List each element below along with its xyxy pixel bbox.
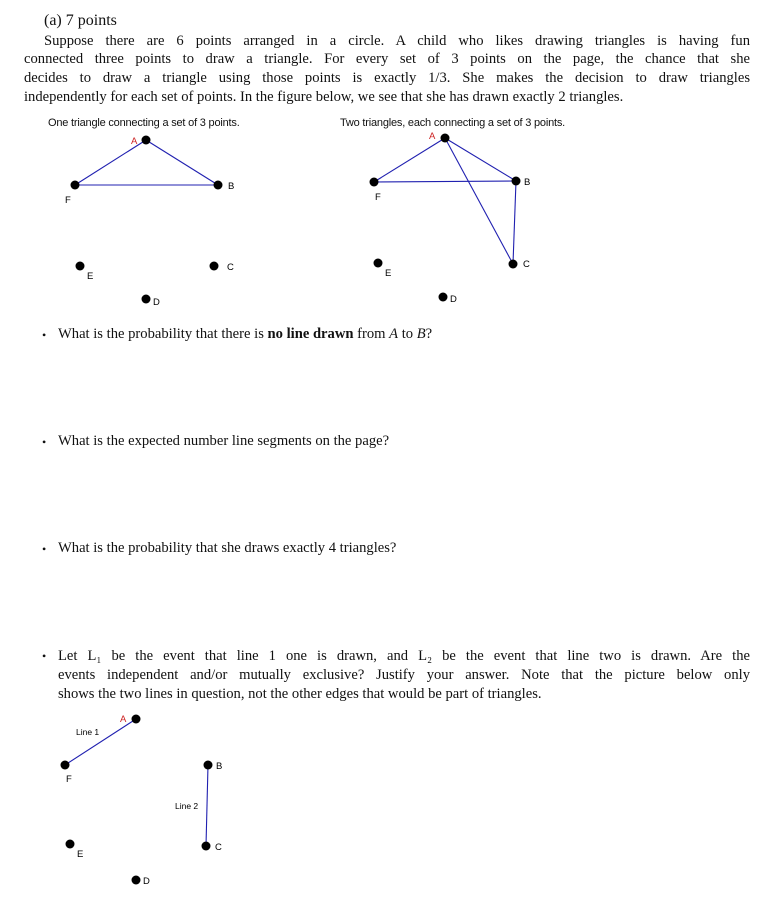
point-A [441, 134, 450, 143]
figure1 [75, 140, 218, 185]
q1-text: from [353, 326, 390, 342]
intro-line: independently for each set of points. In the figure below, we see that she has drawn exactly 2 triangles. [24, 89, 624, 105]
bullet: • [42, 435, 47, 449]
point-A [132, 715, 141, 724]
line2-label: Line 2 [175, 801, 199, 811]
question-1 [58, 326, 432, 343]
point-C [509, 260, 518, 269]
intro-line: connected three points to draw a triangle. For every set of 3 points on the page, the chance that she [24, 51, 750, 67]
label-D: D [450, 294, 457, 305]
q1-bold: no line drawn [267, 326, 354, 342]
question-3: What is the probability that she draws exactly 4 triangles? [58, 540, 397, 556]
q1-var-a: A [389, 326, 399, 342]
point-A [142, 136, 151, 145]
q1-var-b: B [416, 326, 426, 342]
label-A: A [429, 131, 436, 142]
point-B [204, 761, 213, 770]
label-E: E [87, 271, 94, 282]
q1-text: What is the probability that there is [58, 326, 268, 342]
label-A: A [120, 714, 127, 725]
question-4-line: events independent and/or mutually exclusive? Justify your answer. Note that the picture below only [58, 667, 750, 683]
point-F [370, 178, 379, 187]
q1-text: to [398, 326, 417, 342]
line1-label: Line 1 [76, 727, 100, 737]
edge-AB [146, 140, 218, 185]
intro-line: decides to draw a triangle using those points is exactly 1/3. She makes the decision to draw triangles [24, 70, 750, 86]
point-D [132, 876, 141, 885]
point-E [374, 259, 383, 268]
figure2 [374, 138, 516, 264]
label-B: B [216, 761, 223, 772]
point-F [71, 181, 80, 190]
point-C [202, 842, 211, 851]
edge-AB [445, 138, 516, 181]
figure3 [65, 719, 208, 846]
problem-title: (a) 7 points [44, 12, 117, 29]
q1-text: ? [425, 326, 433, 342]
label-D: D [153, 297, 160, 308]
bullet: • [42, 542, 47, 556]
point-D [142, 295, 151, 304]
point-E [76, 262, 85, 271]
edge-line2 [206, 765, 208, 846]
label-F: F [66, 774, 72, 785]
point-E [66, 840, 75, 849]
label-B: B [524, 177, 531, 188]
label-C: C [523, 259, 530, 270]
label-C: C [227, 262, 234, 273]
point-C [210, 262, 219, 271]
question-4-line: shows the two lines in question, not the other edges that would be part of triangles. [58, 686, 542, 702]
question-2: What is the expected number line segments on the page? [58, 433, 390, 449]
bullet: • [42, 649, 47, 663]
edge-FB [374, 181, 516, 182]
edge-BC [513, 181, 516, 264]
label-E: E [385, 268, 392, 279]
label-C: C [215, 842, 222, 853]
point-B [512, 177, 521, 186]
point-B [214, 181, 223, 190]
bullet: • [42, 328, 47, 342]
label-E: E [77, 849, 84, 860]
figure1-caption: One triangle connecting a set of 3 points. [48, 117, 240, 129]
point-D [439, 293, 448, 302]
edge-line1 [65, 719, 136, 765]
label-A: A [131, 136, 138, 147]
label-D: D [143, 876, 150, 887]
intro-line: Suppose there are 6 points arranged in a circle. A child who likes drawing triangles is having fun [44, 33, 750, 49]
edge-AC [445, 138, 513, 264]
point-F [61, 761, 70, 770]
question-4-line: Let L₁ be the event that line 1 one is drawn, and L₂ be the event that line two is drawn. Are the [58, 648, 750, 664]
label-F: F [375, 192, 381, 203]
label-F: F [65, 195, 71, 206]
edge-FA [374, 138, 445, 182]
figure2-caption: Two triangles, each connecting a set of 3 points. [340, 117, 566, 129]
label-B: B [228, 181, 235, 192]
